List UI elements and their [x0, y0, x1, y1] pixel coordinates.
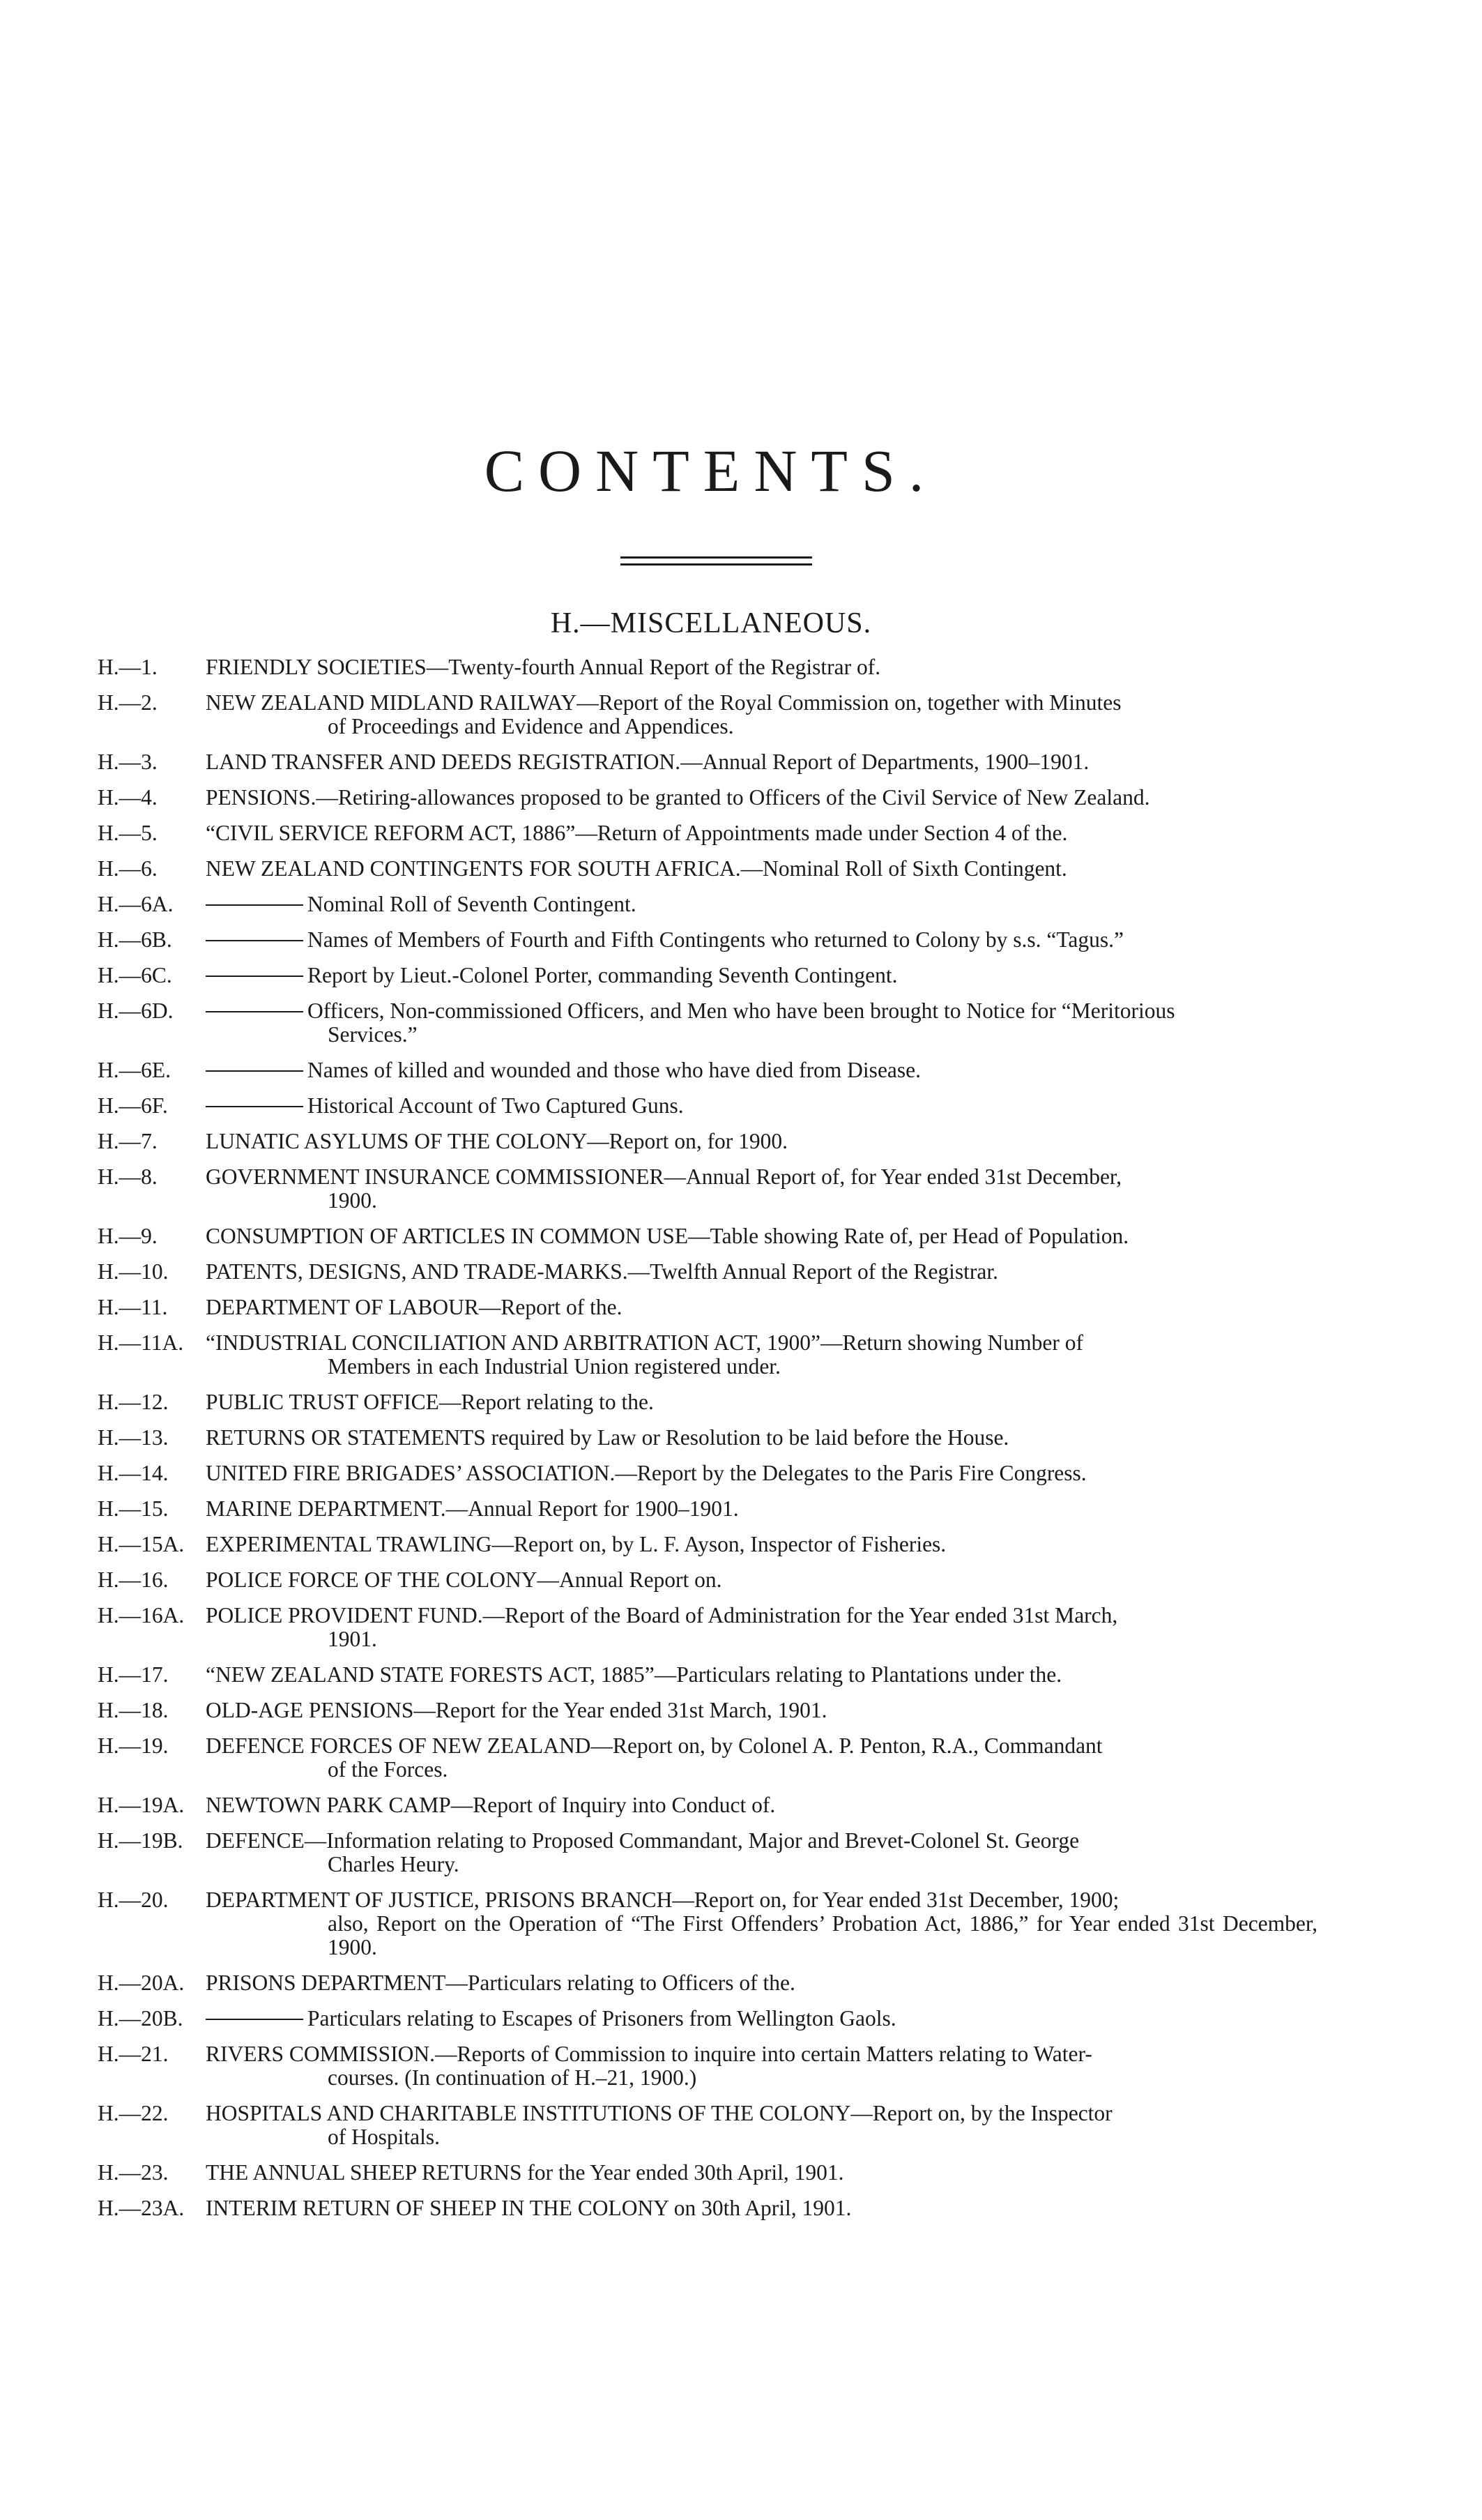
entry-title-text: LUNATIC ASYLUMS OF THE COLONY—Report on, for 1900. — [206, 1129, 788, 1153]
entry-code: H.—19A. — [98, 1793, 185, 1817]
ditto-dash — [206, 940, 303, 941]
entry-title-text: Particulars relating to Escapes of Prisoners from Wellington Gaols. — [307, 2006, 896, 2031]
entry-description — [206, 1829, 1317, 1876]
contents-entry — [98, 2042, 1317, 2090]
entry-continuation-text: Members in each Industrial Union registered under. — [328, 1354, 781, 1379]
entry-code: H.—17. — [98, 1662, 169, 1687]
entry-description — [206, 1296, 1317, 1319]
contents-entry — [98, 1296, 1317, 1319]
entry-title-text: “CIVIL SERVICE REFORM ACT, 1886”—Return of Appointments made under Section 4 of the. — [206, 821, 1068, 845]
entry-code: H.—4. — [98, 785, 158, 810]
entry-title-text: INTERIM RETURN OF SHEEP IN THE COLONY on 30th April, 1901. — [206, 2196, 852, 2220]
entry-continuation-text: also, Report on the Operation of “The First Offenders’ Probation Act, 1886,” for Year ended 31st December, 1900. — [328, 1911, 1317, 1959]
entry-description — [206, 1260, 1317, 1284]
entry-title-text: GOVERNMENT INSURANCE COMMISSIONER—Annual Report of, for Year ended 31st December, — [206, 1164, 1122, 1189]
entry-title-text: HOSPITALS AND CHARITABLE INSTITUTIONS OF THE COLONY—Report on, by the Inspector — [206, 2101, 1113, 2125]
entry-title-text: LAND TRANSFER AND DEEDS REGISTRATION.—Annual Report of Departments, 1900–1901. — [206, 750, 1090, 774]
entry-code: H.—11A. — [98, 1330, 184, 1355]
contents-entry — [98, 1971, 1317, 1995]
contents-entry — [98, 1663, 1317, 1687]
entry-code: H.—6. — [98, 856, 158, 881]
entry-title-text: Names of killed and wounded and those who have died from Disease. — [307, 1058, 922, 1082]
contents-entry — [98, 1331, 1317, 1379]
entry-code: H.—13. — [98, 1425, 169, 1450]
entry-continuation-text: Charles Heury. — [328, 1852, 459, 1876]
ditto-dash — [206, 2019, 303, 2020]
contents-entry — [98, 1462, 1317, 1485]
ditto-dash — [206, 976, 303, 977]
entry-description — [206, 857, 1317, 881]
entry-code: H.—23. — [98, 2160, 169, 2185]
entry-title-text: UNITED FIRE BRIGADES’ ASSOCIATION.—Report by the Delegates to the Paris Fire Congress. — [206, 1461, 1087, 1485]
entry-title-text: PRISONS DEPARTMENT—Particulars relating to Officers of the. — [206, 1971, 795, 1995]
entry-continuation-text: courses. (In continuation of H.–21, 1900.) — [328, 2065, 697, 2090]
contents-entry — [98, 2196, 1317, 2220]
entry-title-text: Nominal Roll of Seventh Contingent. — [307, 892, 636, 916]
entry-description — [206, 1058, 1317, 1082]
entry-description — [206, 2102, 1317, 2149]
contents-entry — [98, 964, 1317, 987]
entry-title-text: EXPERIMENTAL TRAWLING—Report on, by L. F. Ayson, Inspector of Fisheries. — [206, 1532, 947, 1556]
entry-code: H.—7. — [98, 1129, 158, 1153]
contents-entry — [98, 1165, 1317, 1213]
entry-title-text: CONSUMPTION OF ARTICLES IN COMMON USE—Table showing Rate of, per Head of Population. — [206, 1224, 1129, 1248]
entry-code: H.—21. — [98, 2042, 169, 2066]
entry-description — [206, 893, 1317, 916]
entry-code: H.—23A. — [98, 2196, 185, 2220]
contents-entry — [98, 1734, 1317, 1782]
entry-title-text: RIVERS COMMISSION.—Reports of Commission to inquire into certain Matters relating to Water- — [206, 2042, 1092, 2066]
contents-entry — [98, 2102, 1317, 2149]
entry-code: H.—19. — [98, 1733, 169, 1758]
contents-entry — [98, 1390, 1317, 1414]
entry-code: H.—15A. — [98, 1532, 185, 1556]
entry-title-text: DEPARTMENT OF JUSTICE, PRISONS BRANCH—Report on, for Year ended 31st December, 1900; — [206, 1888, 1120, 1912]
entry-description — [206, 928, 1317, 952]
entry-description — [206, 1426, 1317, 1450]
entry-description — [206, 2161, 1317, 2185]
entry-description — [206, 999, 1317, 1047]
entry-description — [206, 2007, 1317, 2031]
entry-description — [206, 1699, 1317, 1722]
entry-title-text: POLICE PROVIDENT FUND.—Report of the Board of Administration for the Year ended 31st March, — [206, 1603, 1118, 1627]
entry-code: H.—12. — [98, 1390, 169, 1414]
contents-entry — [98, 857, 1317, 881]
entry-continuation-text: of Proceedings and Evidence and Appendices. — [328, 714, 734, 738]
entry-title-text: PATENTS, DESIGNS, AND TRADE-MARKS.—Twelfth Annual Report of the Registrar. — [206, 1259, 999, 1284]
entry-code: H.—6F. — [98, 1093, 168, 1118]
entry-description — [206, 1165, 1317, 1213]
entry-description — [206, 1130, 1317, 1153]
entry-code: H.—1. — [98, 655, 158, 679]
entry-title-text: Report by Lieut.-Colonel Porter, commanding Seventh Contingent. — [307, 963, 898, 987]
contents-entry — [98, 821, 1317, 845]
contents-entry — [98, 786, 1317, 810]
entry-description — [206, 655, 1317, 679]
contents-entry — [98, 1793, 1317, 1817]
contents-entry — [98, 1604, 1317, 1651]
contents-entry — [98, 1568, 1317, 1592]
contents-entry — [98, 1829, 1317, 1876]
entry-title-text: RETURNS OR STATEMENTS required by Law or Resolution to be laid before the House. — [206, 1425, 1009, 1450]
contents-entry — [98, 999, 1317, 1047]
contents-entry — [98, 1094, 1317, 1118]
entry-code: H.—20. — [98, 1888, 169, 1912]
entry-description — [206, 691, 1317, 738]
entry-code: H.—19B. — [98, 1828, 183, 1853]
entry-code: H.—10. — [98, 1259, 169, 1284]
contents-entry — [98, 1058, 1317, 1082]
contents-entry — [98, 750, 1317, 774]
entry-description — [206, 2042, 1317, 2090]
entry-description — [206, 1604, 1317, 1651]
entry-code: H.—6D. — [98, 999, 174, 1023]
entry-code: H.—16A. — [98, 1603, 185, 1627]
entry-description — [206, 1793, 1317, 1817]
entry-title-text: Historical Account of Two Captured Guns. — [307, 1093, 684, 1118]
contents-list — [98, 655, 1317, 2232]
entry-code: H.—6C. — [98, 963, 172, 987]
entry-title-text: Officers, Non-commissioned Officers, and Men who have been brought to Notice for “Meritorious — [307, 999, 1175, 1023]
entry-code: H.—6E. — [98, 1058, 171, 1082]
ditto-dash — [206, 1106, 303, 1107]
entry-code: H.—3. — [98, 750, 158, 774]
entry-title-text: DEFENCE—Information relating to Proposed Commandant, Major and Brevet-Colonel St. George — [206, 1828, 1080, 1853]
entry-title-text: FRIENDLY SOCIETIES—Twenty-fourth Annual Report of the Registrar of. — [206, 655, 881, 679]
entry-continuation-text: of the Forces. — [328, 1757, 448, 1782]
entry-code: H.—11. — [98, 1295, 168, 1319]
entry-title-text: PUBLIC TRUST OFFICE—Report relating to the. — [206, 1390, 654, 1414]
entry-title-text: Names of Members of Fourth and Fifth Contingents who returned to Colony by s.s. “Tagus.” — [307, 927, 1124, 952]
contents-entry — [98, 1533, 1317, 1556]
ditto-dash — [206, 904, 303, 906]
entry-title-text: THE ANNUAL SHEEP RETURNS for the Year ended 30th April, 1901. — [206, 2160, 844, 2185]
entry-code: H.—8. — [98, 1164, 158, 1189]
entry-description — [206, 1734, 1317, 1782]
contents-entry — [98, 1224, 1317, 1248]
entry-description — [206, 1094, 1317, 1118]
entry-code: H.—2. — [98, 690, 158, 715]
ditto-dash — [206, 1011, 303, 1012]
entry-code: H.—20B. — [98, 2006, 183, 2031]
contents-entry — [98, 1888, 1317, 1959]
entry-code: H.—20A. — [98, 1971, 185, 1995]
contents-entry — [98, 1426, 1317, 1450]
entry-code: H.—5. — [98, 821, 158, 845]
entry-description — [206, 1331, 1317, 1379]
entry-description — [206, 1390, 1317, 1414]
entry-continuation-text: of Hospitals. — [328, 2125, 440, 2149]
section-heading: H.—MISCELLANEOUS. — [550, 607, 872, 639]
entry-code: H.—6B. — [98, 927, 172, 952]
contents-entry — [98, 1699, 1317, 1722]
entry-code: H.—18. — [98, 1698, 169, 1722]
entry-code: H.—16. — [98, 1568, 169, 1592]
entry-description — [206, 2196, 1317, 2220]
entry-description — [206, 1497, 1317, 1521]
entry-continuation-text: 1901. — [328, 1627, 377, 1651]
entry-description — [206, 1462, 1317, 1485]
contents-entry — [98, 1130, 1317, 1153]
contents-entry — [98, 893, 1317, 916]
contents-entry — [98, 655, 1317, 679]
entry-title-text: “NEW ZEALAND STATE FORESTS ACT, 1885”—Particulars relating to Plantations under the. — [206, 1662, 1062, 1687]
contents-entry — [98, 2161, 1317, 2185]
contents-entry — [98, 1260, 1317, 1284]
entry-code: H.—14. — [98, 1461, 169, 1485]
entry-title-text: PENSIONS.—Retiring-allowances proposed to be granted to Officers of the Civil Service of New Zealand. — [206, 785, 1150, 810]
entry-code: H.—15. — [98, 1496, 169, 1521]
contents-entry — [98, 928, 1317, 952]
entry-continuation-text: 1900. — [328, 1188, 377, 1213]
entry-title-text: POLICE FORCE OF THE COLONY—Annual Report on. — [206, 1568, 722, 1592]
entry-continuation-text: Services.” — [328, 1022, 418, 1047]
entry-description — [206, 1971, 1317, 1995]
page-title: CONTENTS. — [484, 437, 938, 504]
entry-code: H.—9. — [98, 1224, 158, 1248]
ditto-dash — [206, 1070, 303, 1072]
entry-title-text: MARINE DEPARTMENT.—Annual Report for 1900–1901. — [206, 1496, 739, 1521]
entry-code: H.—6A. — [98, 892, 174, 916]
entry-title-text: “INDUSTRIAL CONCILIATION AND ARBITRATION ACT, 1900”—Return showing Number of — [206, 1330, 1084, 1355]
entry-title-text: NEWTOWN PARK CAMP—Report of Inquiry into Conduct of. — [206, 1793, 776, 1817]
entry-description — [206, 786, 1317, 810]
entry-description — [206, 1568, 1317, 1592]
entry-title-text: DEFENCE FORCES OF NEW ZEALAND—Report on, by Colonel A. P. Penton, R.A., Commandant — [206, 1733, 1103, 1758]
entry-title-text: DEPARTMENT OF LABOUR—Report of the. — [206, 1295, 622, 1319]
entry-code: H.—22. — [98, 2101, 169, 2125]
entry-description — [206, 1224, 1317, 1248]
entry-description — [206, 750, 1317, 774]
contents-entry — [98, 691, 1317, 738]
entry-description — [206, 821, 1317, 845]
entry-title-text: NEW ZEALAND CONTINGENTS FOR SOUTH AFRICA.—Nominal Roll of Sixth Contingent. — [206, 856, 1067, 881]
contents-entry — [98, 2007, 1317, 2031]
entry-description — [206, 1888, 1317, 1959]
title-double-rule — [620, 556, 812, 566]
entry-title-text: NEW ZEALAND MIDLAND RAILWAY—Report of the Royal Commission on, together with Minutes — [206, 690, 1122, 715]
entry-title-text: OLD-AGE PENSIONS—Report for the Year ended 31st March, 1901. — [206, 1698, 827, 1722]
entry-description — [206, 1663, 1317, 1687]
entry-description — [206, 1533, 1317, 1556]
contents-entry — [98, 1497, 1317, 1521]
entry-description — [206, 964, 1317, 987]
